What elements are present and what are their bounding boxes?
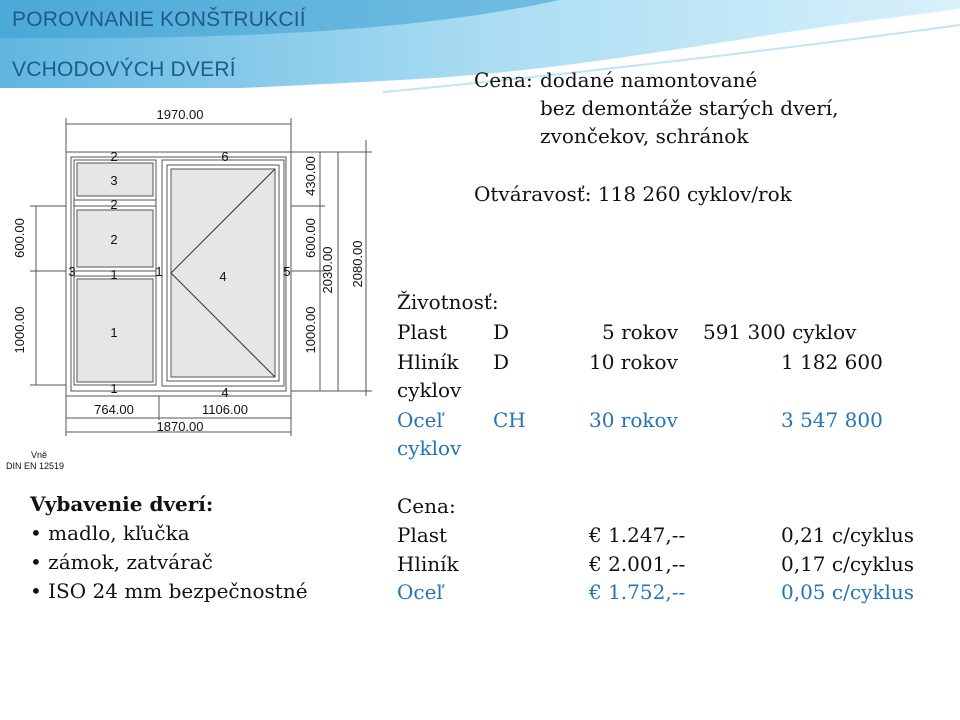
equipment-item: • zámok, zatvárač: [30, 550, 213, 574]
panel-label: 3: [110, 173, 118, 188]
lifetime-class: CH: [493, 408, 526, 432]
lifetime-class: D: [493, 320, 510, 344]
price-note-line-1: dodané namontované: [540, 68, 758, 92]
price-material: Hliník: [397, 552, 459, 576]
dim-left-upper: 600.00: [12, 218, 27, 258]
price-per-cycle: 0,21 c/cyklus: [781, 523, 914, 547]
lifetime-cycles-wrap: cyklov: [397, 378, 462, 402]
lifetime-material: Plast: [397, 320, 448, 344]
lifetime-cycles: 3 547 800: [781, 408, 883, 432]
door-technical-drawing: [0, 88, 383, 472]
lifetime-material: Hliník: [397, 350, 459, 374]
lifetime-years: 5 rokov: [602, 320, 679, 344]
dim-right-1000: 1000.00: [303, 306, 318, 354]
lifetime-years: 30 rokov: [589, 408, 678, 432]
lifetime-years: 10 rokov: [589, 350, 678, 374]
lifetime-heading: Životnosť:: [397, 290, 499, 314]
dim-2080: 2080.00: [350, 240, 365, 288]
equipment-item: • madlo, kľučka: [30, 521, 190, 545]
dim-right-600: 600.00: [303, 218, 318, 258]
dim-top: 1970.00: [156, 107, 204, 122]
drawing-caption-line-2: DIN EN 12519: [6, 461, 65, 471]
price-value: € 1.247,--: [589, 523, 686, 547]
opening-frequency: Otváravosť: 118 260 cyklov/rok: [474, 182, 792, 206]
price-table-heading: Cena:: [397, 494, 456, 518]
panel-label: 1: [110, 381, 118, 396]
panel-label: 5: [283, 264, 291, 279]
price-material: Plast: [397, 523, 448, 547]
panel-label: 1: [155, 264, 163, 279]
price-note-label: Cena:: [474, 68, 533, 92]
price-note-line-2: bez demontáže starých dverí,: [540, 96, 839, 120]
lifetime-cycles: 1 182 600: [781, 350, 883, 374]
panel-label: 2: [110, 149, 118, 164]
dim-left-width: 764.00: [94, 402, 134, 417]
panel-label: 1: [110, 267, 118, 282]
price-per-cycle: 0,05 c/cyklus: [781, 580, 914, 604]
price-value: € 2.001,--: [589, 552, 686, 576]
dim-bottom: 1870.00: [156, 419, 204, 434]
equipment-heading: Vybavenie dverí:: [30, 492, 214, 516]
panel-label: 4: [221, 385, 229, 400]
panel-label: 6: [221, 149, 229, 164]
price-material: Oceľ: [397, 580, 443, 604]
dim-2030: 2030.00: [320, 246, 335, 294]
panel-label: 3: [68, 264, 76, 279]
drawing-caption-line-1: Vně: [31, 450, 48, 460]
dim-left-lower: 1000.00: [12, 306, 27, 354]
price-per-cycle: 0,17 c/cyklus: [781, 552, 914, 576]
title-line-2: VCHODOVÝCH DVERÍ: [12, 58, 236, 81]
lifetime-cycles: 591 300 cyklov: [703, 320, 857, 344]
title-line-1: POROVNANIE KONŠTRUKCIÍ: [12, 8, 306, 31]
price-note-line-3: zvončekov, schránok: [540, 124, 749, 148]
equipment-item: • ISO 24 mm bezpečnostné: [30, 579, 308, 603]
lifetime-cycles-wrap: cyklov: [397, 436, 462, 460]
dim-right-430: 430.00: [303, 156, 318, 196]
panel-label: 4: [219, 269, 227, 284]
lifetime-material: Oceľ: [397, 408, 443, 432]
dim-right-width: 1106.00: [201, 402, 249, 417]
lifetime-class: D: [493, 350, 510, 374]
panel-label: 1: [110, 325, 118, 340]
panel-label: 2: [110, 232, 118, 247]
price-value: € 1.752,--: [589, 580, 686, 604]
panel-label: 2: [110, 197, 118, 212]
